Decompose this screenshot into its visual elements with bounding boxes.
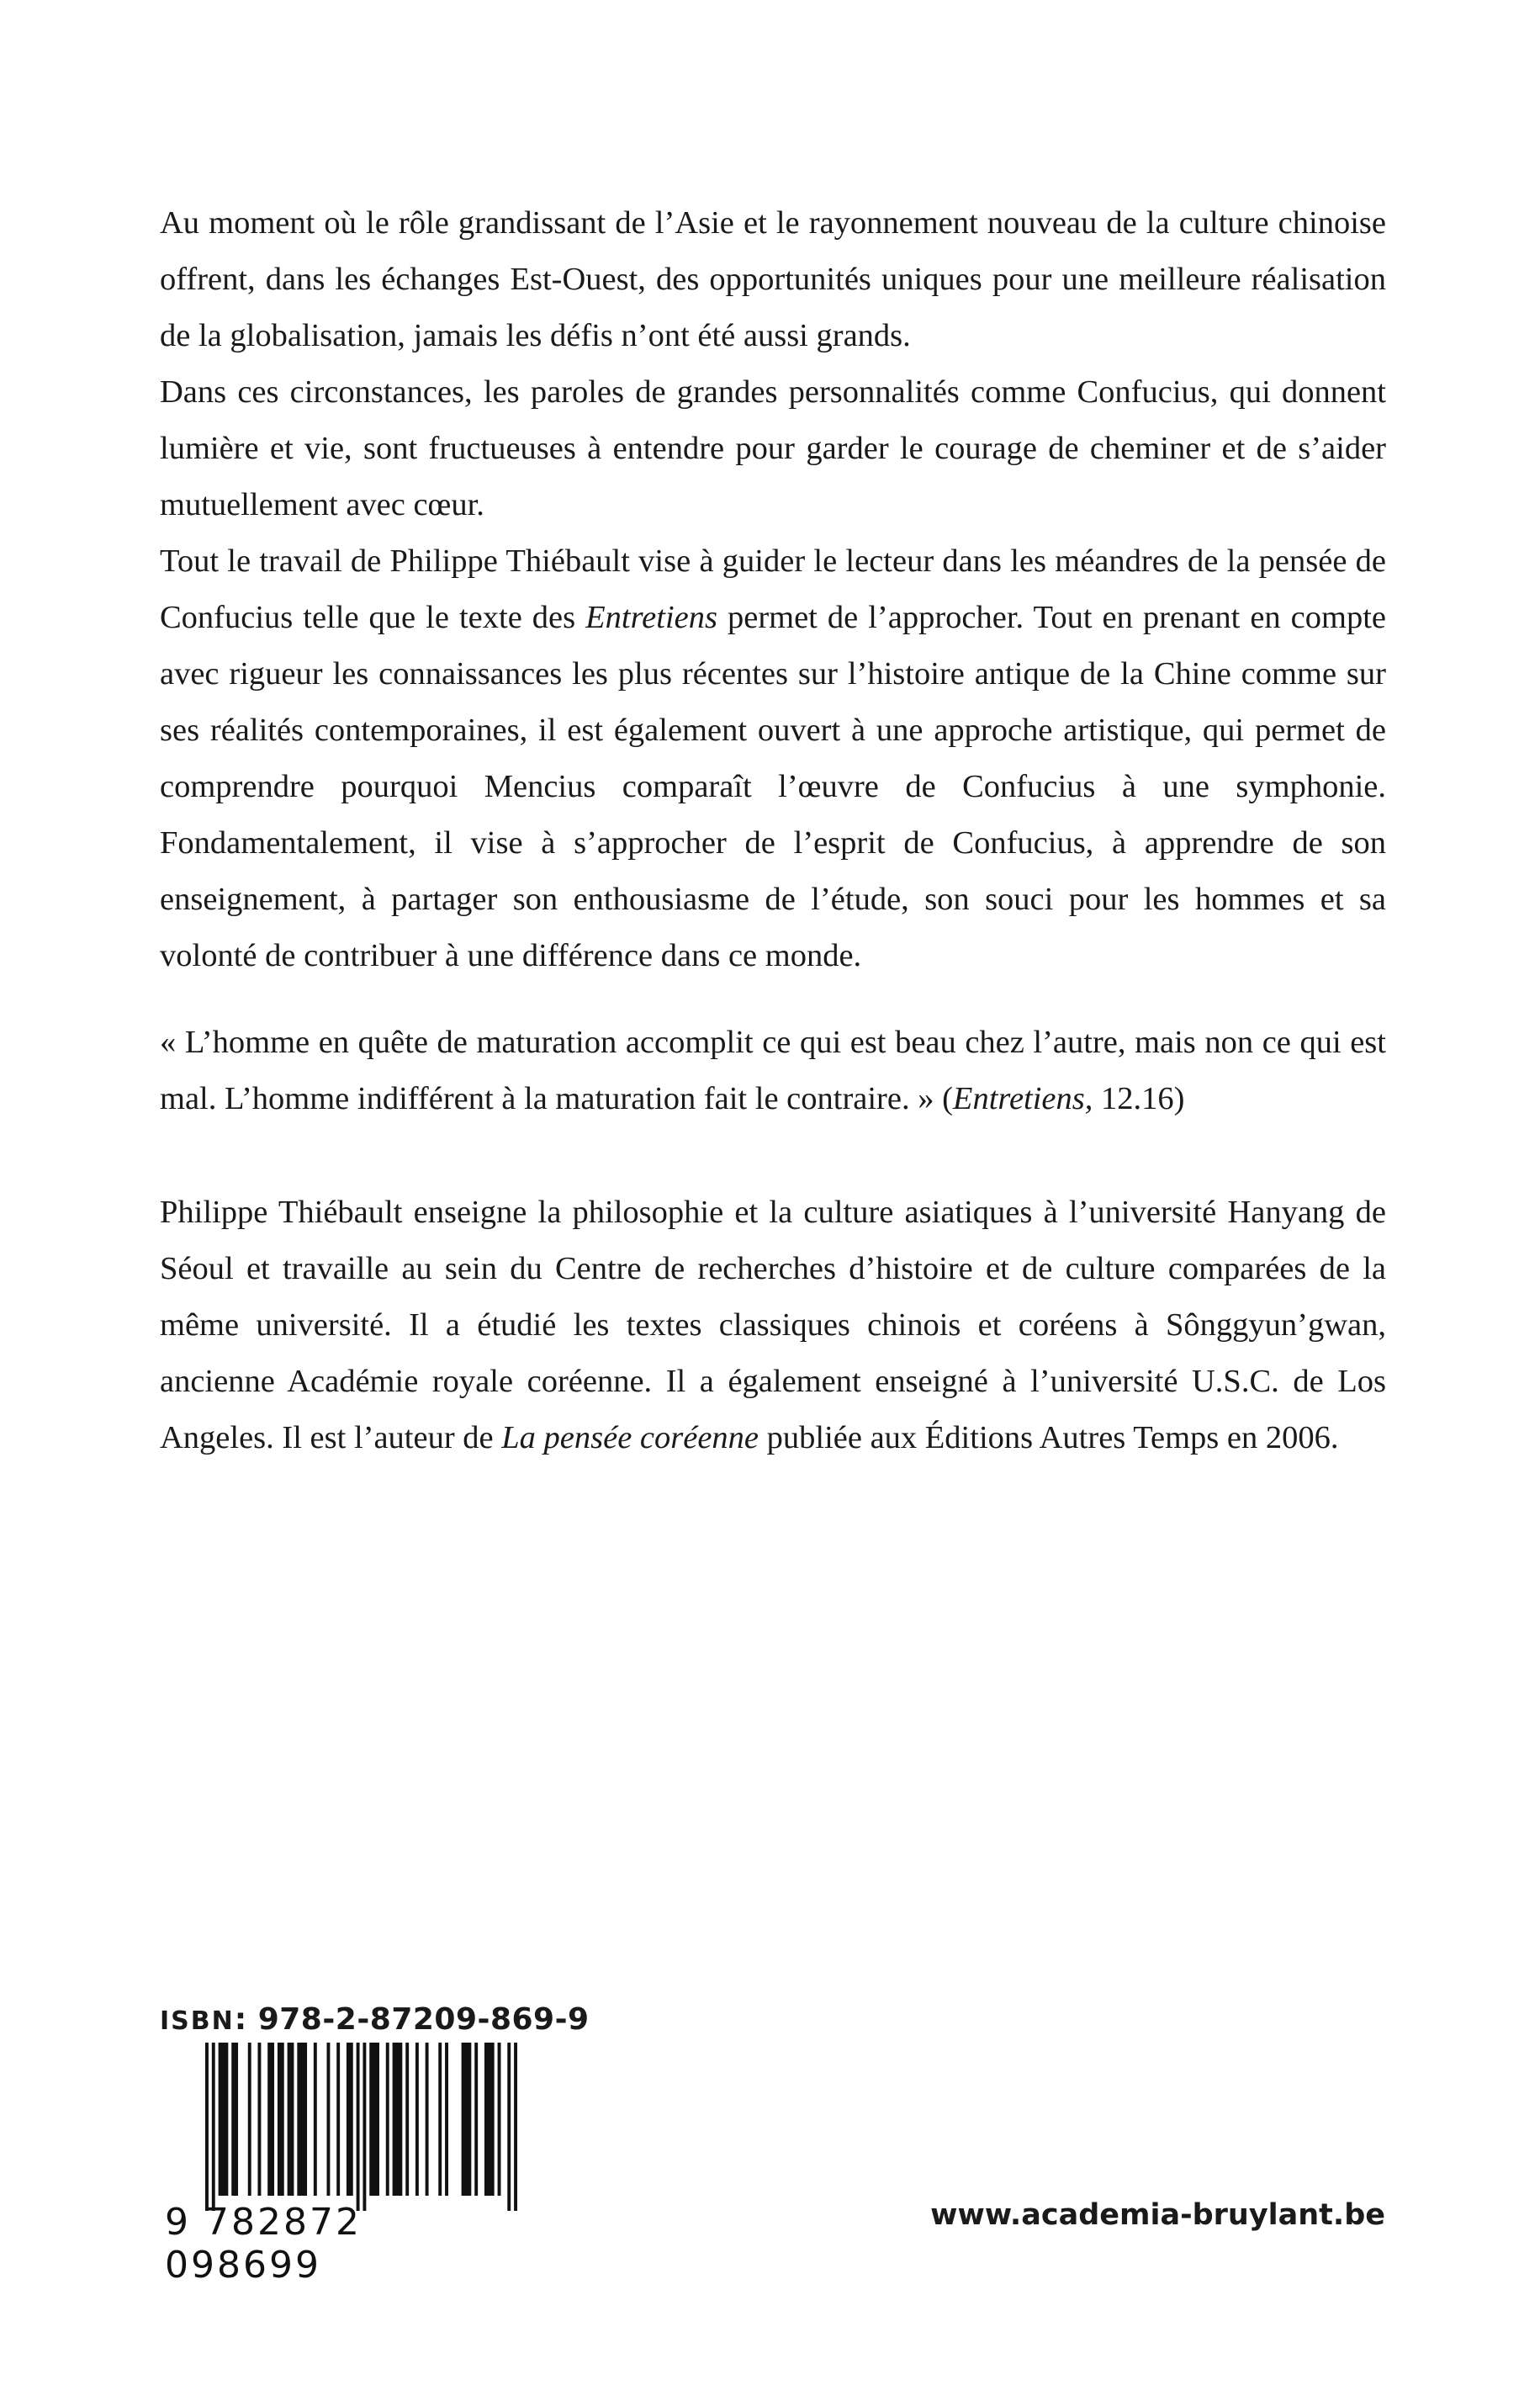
barcode-bar xyxy=(514,2043,517,2211)
barcode-bar xyxy=(393,2043,403,2196)
blurb-paragraph-3-start: Tout le travail de Philippe Thiébault vise à guider le lecteur dans les méandres de la pensée de Confucius telle que le texte des xyxy=(160,543,1386,635)
barcode-bar xyxy=(347,2043,353,2196)
barcode-bar xyxy=(462,2043,472,2196)
barcode-bar xyxy=(297,2043,307,2196)
barcode-bar xyxy=(205,2043,209,2211)
author-bio xyxy=(160,1185,1386,1466)
barcode-digits: 9 782872 098699 xyxy=(165,2201,362,2287)
isbn-separator: : xyxy=(234,2002,258,2037)
barcode-bar xyxy=(326,2043,330,2196)
entretiens-title: Entretiens xyxy=(585,600,717,635)
barcode-bar xyxy=(474,2043,478,2196)
barcode-bar xyxy=(257,2043,261,2196)
isbn-number: 978-2-87209-869-9 xyxy=(257,2002,590,2037)
barcode-bar xyxy=(507,2043,511,2211)
barcode-bar xyxy=(219,2043,229,2196)
bio-text-start: Philippe Thiébault enseigne la philosophie et la culture asiatiques à l’université Hanyang de Séoul et travaille au sein du Centre de recherches d’histoire et de culture comparées de la même université. Il a étudié les textes classiques chinois et coréens à Sônggyun’gwan, ancienne Académie royale coréenne. Il a également enseigné à l’université U.S.C. de Los Angeles. Il est l’auteur de xyxy=(160,1195,1386,1455)
quote-source: Entretiens, xyxy=(952,1081,1093,1116)
blurb-paragraph-3 xyxy=(160,533,1386,984)
barcode-bar xyxy=(415,2043,419,2196)
barcode-bar xyxy=(484,2043,495,2196)
barcode-bar xyxy=(498,2043,501,2196)
back-cover-blurb xyxy=(160,195,1386,984)
publisher-website: www.academia-bruylant.be xyxy=(930,2198,1385,2232)
blurb-paragraph-1: Au moment où le rôle grandissant de l’Asie et le rayonnement nouveau de la culture chinoise offrent, dans les échanges Est-Ouest, des opportunités uniques pour une meilleure réalisation de la globalisation, jamais les défis n’ont été aussi grands. xyxy=(160,205,1386,353)
barcode-bar xyxy=(314,2043,317,2196)
isbn-label xyxy=(160,2002,590,2037)
barcode-bar xyxy=(405,2043,409,2196)
barcode-bar xyxy=(357,2043,360,2211)
barcode-bar xyxy=(438,2043,442,2196)
confucius-quote xyxy=(160,1015,1386,1127)
barcode-bar xyxy=(267,2043,274,2196)
quote-text: « L’homme en quête de maturation accomplit ce qui est beau chez l’autre, mais non ce qui est mal. L’homme indifférent à la maturation fait le contraire. » ( xyxy=(160,1025,1386,1116)
barcode-bar xyxy=(369,2043,379,2196)
barcode-bar xyxy=(426,2043,429,2196)
barcode-bar xyxy=(336,2043,340,2196)
barcode-bar xyxy=(212,2043,215,2211)
quote-reference: 12.16) xyxy=(1093,1081,1185,1116)
barcode-bar xyxy=(288,2043,294,2196)
blurb-paragraph-2: Dans ces circonstances, les paroles de grandes personnalités comme Confucius, qui donnent lumière et vie, sont fructueuses à entendre pour garder le courage de cheminer et de s’aider mutuellement avec cœur. xyxy=(160,374,1386,522)
barcode-bar xyxy=(363,2043,366,2211)
barcode-bar xyxy=(278,2043,284,2196)
barcode-bar xyxy=(386,2043,389,2196)
barcode-bar xyxy=(248,2043,251,2196)
barcode xyxy=(205,2043,517,2211)
barcode-bar xyxy=(445,2043,448,2196)
bio-text-end: publiée aux Éditions Autres Temps en 2006. xyxy=(759,1420,1339,1455)
blurb-paragraph-3-end: permet de l’approcher. Tout en prenant en compte avec rigueur les connaissances les plus récentes sur l’histoire antique de la Chine comme sur ses réalités contemporaines, il est également ouvert à une approche artistique, qui permet de comprendre pourquoi Mencius comparaît l’œuvre de Confucius à une symphonie. Fondamentalement, il vise à s’approcher de l’esprit de Confucius, à apprendre de son enseignement, à partager son enthousiasme de l’étude, son souci pour les hommes et sa volonté de contribuer à une différence dans ce monde. xyxy=(160,600,1387,973)
barcode-bar xyxy=(231,2043,238,2196)
bio-book-title: La pensée coréenne xyxy=(501,1420,759,1455)
isbn-prefix: ISBN xyxy=(160,2006,235,2036)
